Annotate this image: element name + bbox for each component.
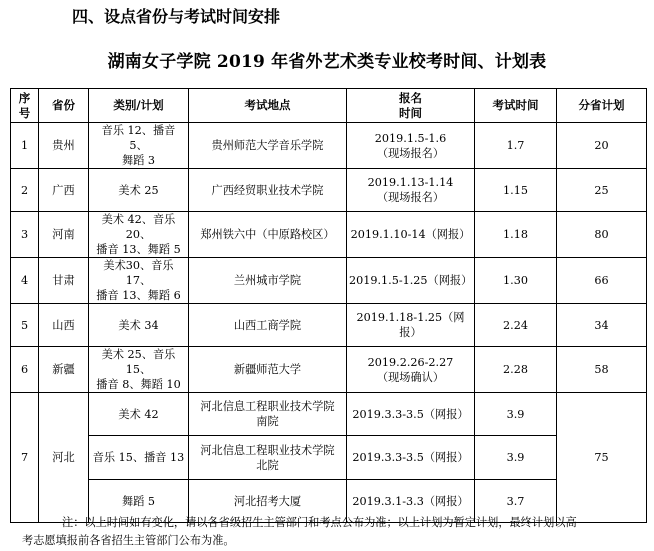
cell-category: 美术 34 [89,304,189,347]
cell-category: 舞蹈 5 [89,480,189,523]
cell-category: 美术 42 [89,393,189,436]
cell-location: 贵州师范大学音乐学院 [189,123,347,169]
header-category: 类别/计划 [89,89,189,123]
cell-seq: 1 [11,123,39,169]
cell-province: 甘肃 [39,258,89,304]
table-row [11,436,647,480]
cell-exam-time: 1.30 [475,258,557,304]
cell-exam-time: 1.15 [475,169,557,212]
header-registration: 报名 时间 [347,89,475,123]
cell-location: 广西经贸职业技术学院 [189,169,347,212]
table-notes [22,514,642,550]
cell-location: 河北招考大厦 [189,480,347,523]
cell-exam-time: 1.7 [475,123,557,169]
cell-registration: 2019.1.5-1.25（网报） [347,258,475,304]
cell-exam-time: 2.24 [475,304,557,347]
table-row [11,169,647,212]
table-header-row [11,89,647,123]
cell-registration: 2019.1.5-1.6 （现场报名） [347,123,475,169]
table-row [11,212,647,258]
note-line-2: 考志愿填报前各省招生主管部门公布为准。 [22,534,235,547]
cell-seq: 7 [11,393,39,523]
cell-location: 河北信息工程职业技术学院 北院 [189,436,347,480]
cell-plan: 58 [557,347,647,393]
cell-location: 郑州铁六中（中原路校区） [189,212,347,258]
cell-exam-time: 1.18 [475,212,557,258]
table-row [11,347,647,393]
cell-exam-time: 2.28 [475,347,557,393]
document-title: 湖南女子学院 2019 年省外艺术类专业校考时间、计划表 [107,52,547,72]
exam-schedule-table [10,88,647,523]
cell-exam-time: 3.9 [475,436,557,480]
cell-plan: 66 [557,258,647,304]
table-row [11,123,647,169]
header-seq: 序 号 [11,89,39,123]
cell-province: 贵州 [39,123,89,169]
cell-registration: 2019.1.13-1.14 （现场报名） [347,169,475,212]
cell-province: 河北 [39,393,89,523]
header-location: 考试地点 [189,89,347,123]
cell-province: 山西 [39,304,89,347]
header-plan: 分省计划 [557,89,647,123]
cell-plan: 34 [557,304,647,347]
header-province: 省份 [39,89,89,123]
cell-province: 河南 [39,212,89,258]
cell-seq: 2 [11,169,39,212]
cell-category: 美术 25 [89,169,189,212]
cell-location: 山西工商学院 [189,304,347,347]
cell-category: 美术 42、音乐20、 播音 13、舞蹈 5 [89,212,189,258]
cell-seq: 3 [11,212,39,258]
cell-location: 新疆师范大学 [189,347,347,393]
cell-location: 兰州城市学院 [189,258,347,304]
cell-registration: 2019.1.18-1.25（网报） [347,304,475,347]
cell-exam-time: 3.7 [475,480,557,523]
cell-registration: 2019.2.26-2.27 （现场确认） [347,347,475,393]
cell-category: 美术 25、音乐15、 播音 8、舞蹈 10 [89,347,189,393]
note-line-1: 注：以上时间如有变化，请以各省级招生主管部门和考点公布为准；以上计划为暂定计划，最终计划以高 [62,516,577,529]
cell-category: 音乐 15、播音 13 [89,436,189,480]
cell-registration: 2019.3.1-3.3（网报） [347,480,475,523]
cell-registration: 2019.1.10-14（网报） [347,212,475,258]
cell-registration: 2019.3.3-3.5（网报） [347,436,475,480]
cell-province: 新疆 [39,347,89,393]
cell-location: 河北信息工程职业技术学院 南院 [189,393,347,436]
section-title: 四、设点省份与考试时间安排 [72,7,281,26]
cell-seq: 6 [11,347,39,393]
cell-province: 广西 [39,169,89,212]
cell-plan: 20 [557,123,647,169]
cell-registration: 2019.3.3-3.5（网报） [347,393,475,436]
cell-plan: 25 [557,169,647,212]
cell-plan: 75 [557,393,647,523]
cell-seq: 5 [11,304,39,347]
cell-category: 美术30、音乐17、 播音 13、舞蹈 6 [89,258,189,304]
table-row [11,258,647,304]
cell-category: 音乐 12、播音 5、 舞蹈 3 [89,123,189,169]
table-row [11,393,647,436]
cell-seq: 4 [11,258,39,304]
header-exam-time: 考试时间 [475,89,557,123]
cell-plan: 80 [557,212,647,258]
table-row [11,304,647,347]
cell-exam-time: 3.9 [475,393,557,436]
